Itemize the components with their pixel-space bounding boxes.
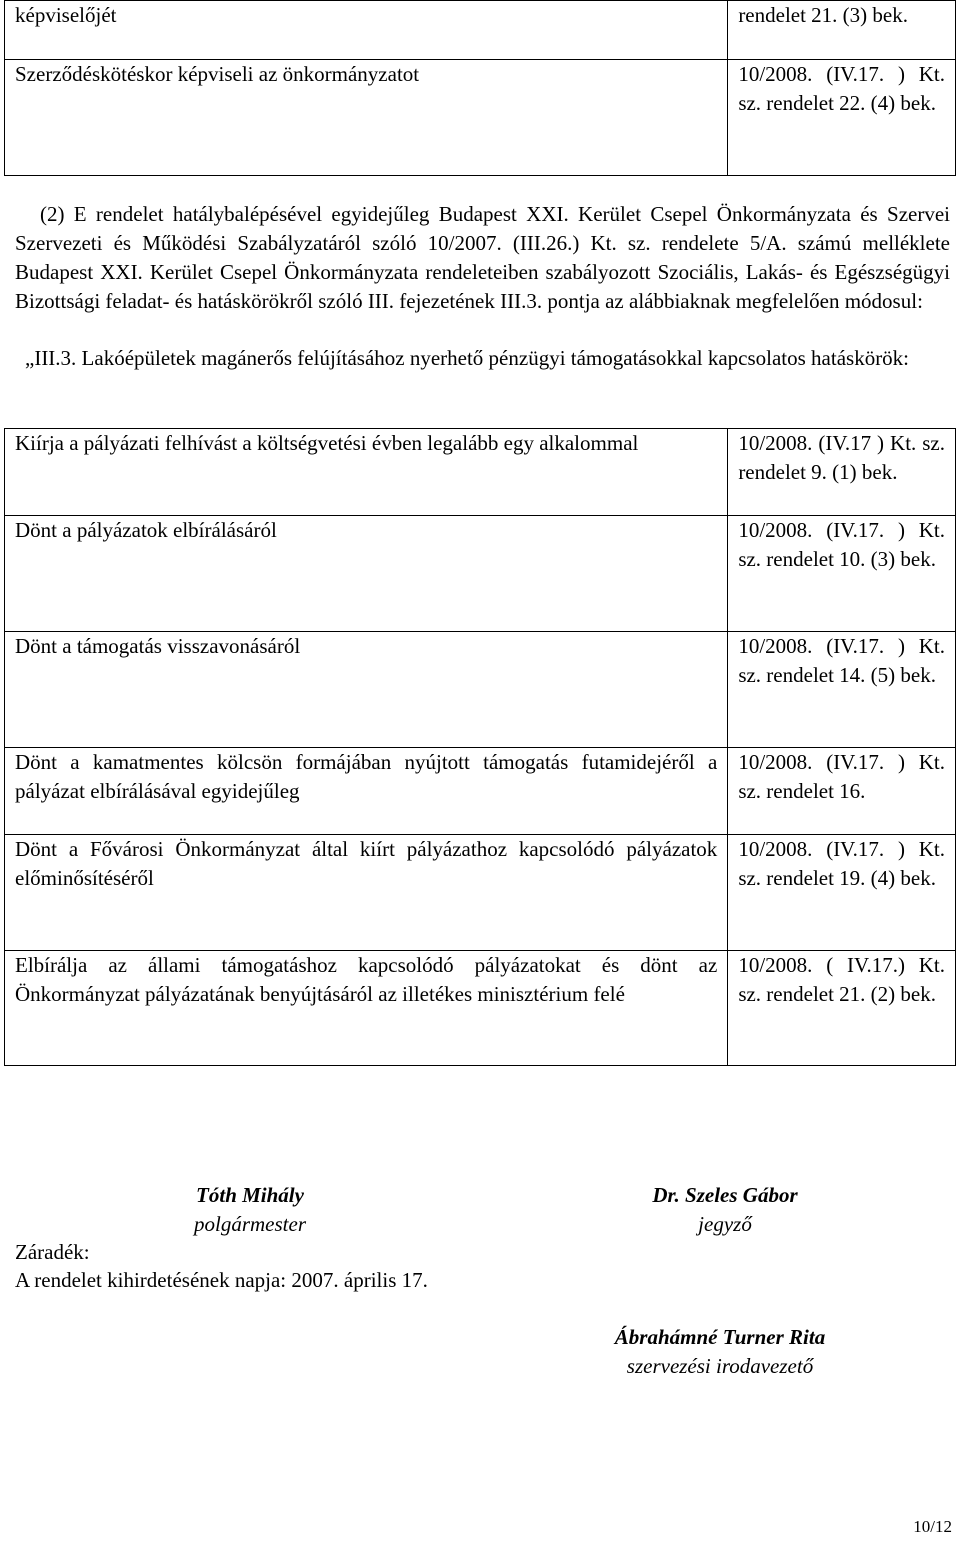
table-row: [5, 60, 956, 176]
clause-label: Záradék:: [15, 1240, 90, 1264]
task-cell: Szerződéskötéskor képviseli az önkormányzatot: [5, 60, 728, 176]
reference-cell: 10/2008. ( IV.17.) Kt. sz. rendelet 21. (2) bek.: [728, 951, 956, 1066]
reference-cell: 10/2008. (IV.17. ) Kt. sz. rendelet 22. (4) bek.: [728, 60, 956, 176]
task-cell: Dönt a támogatás visszavonásáról: [5, 632, 728, 748]
task-cell: Dönt a pályázatok elbírálásáról: [5, 516, 728, 632]
task-cell: Kiírja a pályázati felhívást a költségvetési évben legalább egy alkalommal: [5, 429, 728, 516]
clause-text: A rendelet kihirdetésének napja: 2007. április 17.: [15, 1268, 428, 1292]
reference-cell: 10/2008. (IV.17. ) Kt. sz. rendelet 10. (3) bek.: [728, 516, 956, 632]
amendment-text: (2) E rendelet hatálybalépésével egyidejűleg Budapest XXI. Kerület Csepel Önkormányzata és Szervei Szervezeti és Működési Szabályzatáról szóló 10/2007. (III.26.) Kt. sz. rendelete 5/A. számú melléklete Budapest XXI. Kerület Csepel Önkormányzata rendeleteiben szabályozott Szociális, Lakás- és Egészségügyi Bizottsági feladat- és hatáskörökről szóló III. fejezetének III.3. pontja az alábbiaknak megfelelően módosul:: [15, 202, 950, 313]
responsibilities-table: [4, 428, 956, 1066]
organizer-title: szervezési irodavezető: [626, 1354, 814, 1378]
notary-title: jegyző: [698, 1212, 752, 1236]
mayor-signature-block: [150, 1181, 350, 1239]
table-row: [5, 632, 956, 748]
section-heading-paragraph: [15, 344, 950, 373]
mayor-name: Tóth Mihály: [196, 1183, 304, 1207]
page-number: 10/12: [913, 1517, 952, 1536]
reference-cell: rendelet 21. (3) bek.: [728, 1, 956, 60]
reference-cell: 10/2008. (IV.17. ) Kt. sz. rendelet 16.: [728, 748, 956, 835]
mayor-title: polgármester: [194, 1212, 306, 1236]
table-row: [5, 429, 956, 516]
organizer-name: Ábrahámné Turner Rita: [614, 1325, 826, 1349]
table-row: [5, 835, 956, 951]
reference-cell: 10/2008. (IV.17. ) Kt. sz. rendelet 19. (4) bek.: [728, 835, 956, 951]
organizer-signature-block: [560, 1323, 880, 1381]
responsibilities-table-top: [4, 0, 956, 176]
task-cell: Elbírálja az állami támogatáshoz kapcsolódó pályázatokat és dönt az Önkormányzat pályázatának benyújtásáról az illetékes minisztérium felé: [5, 951, 728, 1066]
task-cell: képviselőjét: [5, 1, 728, 60]
reference-cell: 10/2008. (IV.17. ) Kt. sz. rendelet 14. (5) bek.: [728, 632, 956, 748]
notary-name: Dr. Szeles Gábor: [652, 1183, 798, 1207]
table-row: [5, 1, 956, 60]
table-row: [5, 516, 956, 632]
table-row: [5, 748, 956, 835]
amendment-paragraph: [15, 200, 950, 316]
task-cell: Dönt a Fővárosi Önkormányzat által kiírt pályázathoz kapcsolódó pályázatok előminősítéséről: [5, 835, 728, 951]
reference-cell: 10/2008. (IV.17 ) Kt. sz. rendelet 9. (1) bek.: [728, 429, 956, 516]
section-heading-text: „III.3. Lakóépületek magánerős felújításához nyerhető pénzügyi támogatásokkal kapcsolatos hatáskörök:: [25, 346, 910, 370]
notary-signature-block: [600, 1181, 850, 1239]
table-row: [5, 951, 956, 1066]
task-cell: Dönt a kamatmentes kölcsön formájában nyújtott támogatás futamidejéről a pályázat elbírálásával egyidejűleg: [5, 748, 728, 835]
